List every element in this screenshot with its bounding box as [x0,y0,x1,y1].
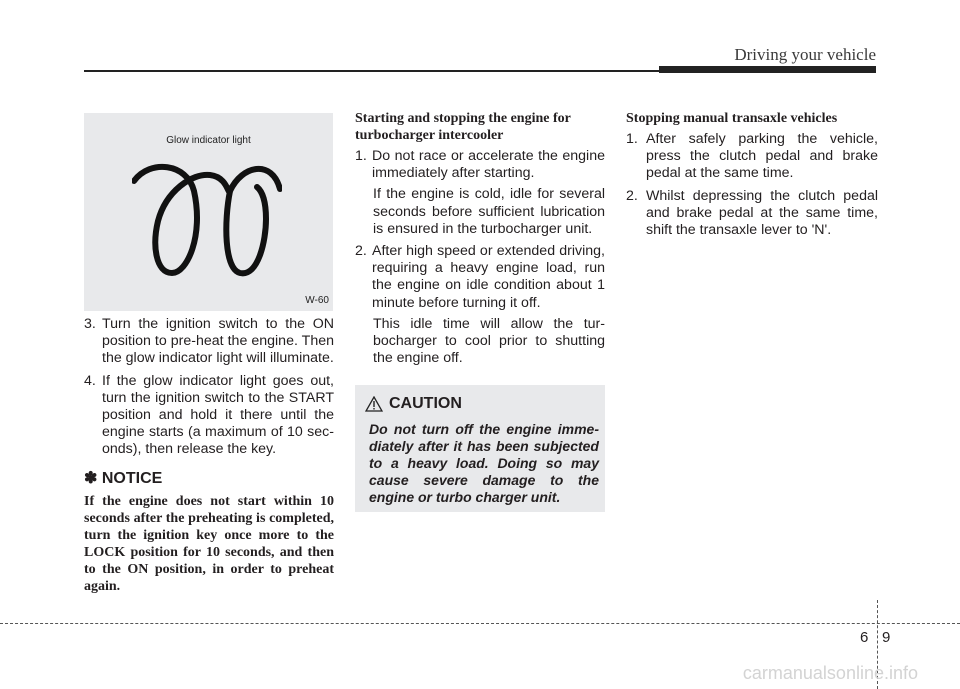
list-item [626,131,878,183]
item-number: 1. [626,131,638,147]
item-text: Whilst depressing the clutch pedal and brake pedal at the same time, shift the transaxle lever to 'N'. [646,187,878,239]
item-text: If the glow indicator light goes out, turn the ignition switch to the START position and hold it there until the engine starts (a maximum of 10 seconds), then release the key. [102,372,334,458]
glow-indicator-coil-icon [132,161,282,281]
item-number: 1. [355,148,367,164]
header-rule [84,70,659,72]
item-number: 2. [355,243,367,260]
notice-asterisk-icon: ✽ [84,469,98,487]
list-item [84,373,334,459]
figure-caption: Glow indicator light [166,135,251,146]
item-number: 4. [84,372,96,389]
item-number: 2. [626,187,638,204]
warning-triangle-icon [365,396,383,412]
section-heading: Stopping manual transaxle vehicles [626,111,838,126]
item-note: If the engine is cold, idle for several seconds before sufficient lubrication is ensured in the turbocharger unit. [373,186,605,237]
caution-box [355,385,605,512]
caution-title: CAUTION [389,395,462,412]
figure-code: W-60 [305,295,329,306]
page-header-title: Driving your vehicle [734,45,876,64]
list-item [626,188,878,240]
item-text: After high speed or extended driving, requiring a heavy engine load, run the engine on idle condition about 1 minute before turning it off. [372,243,605,311]
glow-indicator-figure [84,113,333,311]
caution-body: Do not turn off the engine immediately after it has been subjected to a heavy load. Doing so may cause severe damage to the engine or turbo charger unit. [369,421,599,505]
column-right [626,110,878,244]
caution-heading [365,395,462,413]
list-item [355,243,605,312]
list-item [355,148,605,182]
item-note: This idle time will allow the turbocharger to cool prior to shutting the engine off. [373,315,605,367]
footer-rule [0,623,960,624]
item-text: Turn the ignition switch to the ON position to pre-heat the engine. Then the glow indicator light will illuminate. [102,316,334,367]
item-text: After safely parking the vehicle, press the clutch pedal and brake pedal at the same time. [646,131,878,182]
header-rule-accent [659,66,876,73]
notice-title: NOTICE [101,469,163,487]
page-number: 9 [882,629,891,646]
column-middle [355,110,605,372]
item-text: Do not race or accelerate the engine immediately after starting. [372,148,605,182]
list-item [84,316,334,368]
column-left [84,316,334,595]
watermark: carmanualsonline.info [742,663,918,683]
item-number: 3. [84,316,96,332]
chapter-number: 6 [860,629,869,646]
notice-heading [84,470,334,487]
notice-body: If the engine does not start within 10 seconds after the preheating is completed, turn the ignition key once more to the LOCK position for 10 seconds, and then to the ON position, in order to preheat again. [84,493,334,594]
section-heading: Starting and stopping the engine for turbocharger intercooler [355,111,571,143]
